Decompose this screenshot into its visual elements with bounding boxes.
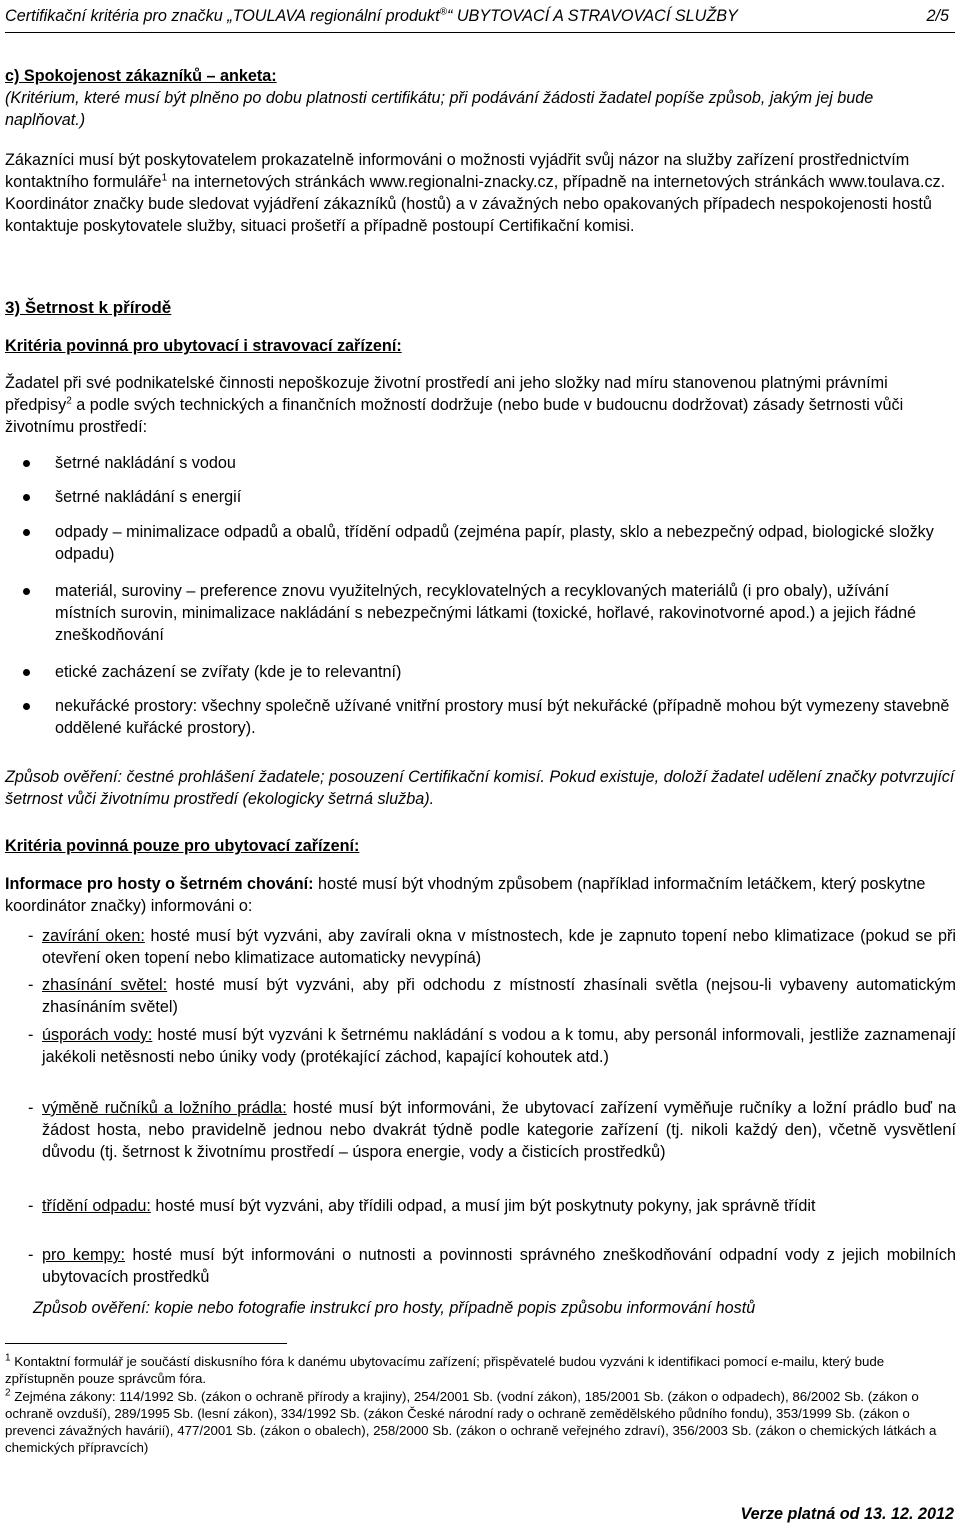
list-item: šetrné nakládání s vodou <box>55 452 950 474</box>
list-item: - zhasínání světel: hosté musí být vyzváni, aby při odchodu z místností zhasínali světla (nejsou-li vybaveny automatickým zhasínáním světel) <box>28 976 956 1016</box>
section-c-note: (Kritérium, které musí být plněno po dobu platnosti certifikátu; při podávání žádosti žadatel popíše způsob, jakým jej bude naplňovat.) <box>5 89 874 129</box>
bullet-icon <box>23 529 30 536</box>
list-item: nekuřácké prostory: všechny společně užívané vnitřní prostory musí být nekuřácké (případně mohou být vymezeny stavebně oddělené kuřácké prostory). <box>55 695 950 739</box>
version-footer: Verze platná od 13. 12. 2012 <box>740 1505 954 1523</box>
verification-note: Způsob ověření: čestné prohlášení žadatele; posouzení Certifikační komisí. Pokud existuje, doloží žadatel udělení značky potvrzující šetrnost vůči životnímu prostředí (ekologicky šetrná služba). <box>5 768 955 808</box>
page-header <box>5 2 955 28</box>
header-rule <box>5 32 955 33</box>
footnote-1: $^1$ Kontaktní formulář je součástí diskusního fóra k danému ubytovacímu zařízení; přispěvatelé budou vyzváni k identifikaci pomocí e-mailu, který bude zpřístupněn pouze správcům fóra. <box>5 1352 885 1386</box>
list-item: - pro kempy: hosté musí být informováni o nutnosti a povinnosti správného zneškodňování odpadní vody z jejich mobilních ubytovacích prostředků <box>28 1246 956 1286</box>
section-3-heading: 3) Šetrnost k přírodě <box>5 298 172 317</box>
list-item: odpady – minimalizace odpadů a obalů, třídění odpadů (zejména papír, plasty, sklo a nebezpečný odpad, biologické složky odpadu) <box>55 521 950 565</box>
list-item: - třídění odpadu: hosté musí být vyzváni, aby třídili odpad, a musí jim být poskytnuty pokyny, jak správně třídit <box>28 1197 816 1215</box>
criteria-heading: Kritéria povinná pro ubytovací i stravovací zařízení: <box>5 337 402 355</box>
verification-note-2: Způsob ověření: kopie nebo fotografie instrukcí pro hosty, případně popis způsobu informování hostů <box>33 1299 756 1317</box>
list-item: - úsporách vody: hosté musí být vyzváni k šetrnému nakládání s vodou a k tomu, aby personál informovali, jestliže zaznamenají jakékoli netěsnosti nebo úniky vody (protékající záchod, kapající kohoutek atd.) <box>28 1026 956 1066</box>
footnote-2: $^2$ Zejména zákony: 114/1992 Sb. (zákon o ochraně přírody a krajiny), 254/2001 Sb. (vodní zákon), 185/2001 Sb. (zákon o odpadech), 86/2002 Sb. (zákon o ochraně ovzduší), 289/1995 Sb. (lesní zákon), 334/1992 Sb. (zákon České národní rady o ochraně zemědělského půdního fondu), 353/1999 Sb. (zákon o prevenci závažných havárií), 477/2001 Sb. (zákon o obalech), 258/2000 Sb. (zákon o ochraně veřejného zdraví), 356/2003 Sb. (zákon o chemických látkách a chemických přípravcích) <box>5 1387 937 1455</box>
section-c-paragraph: Zákazníci musí být poskytovatelem prokazatelně informováni o možnosti vyjádřit svůj názor na služby zařízení prostřednictvím kontaktního formuláře$^1$ na internetových stránkách www.regionalni-znacky.cz, případně na internetových stránkách www.toulava.cz. Koordinátor značky bude sledovat vyjádření zákazníků (hostů) a v závažných nebo opakovaných případech nespokojenosti hostů kontaktuje poskytovatele služby, situaci prošetří a případně postoupí Certifikační komisi. <box>5 151 946 235</box>
bullet-icon <box>23 494 30 501</box>
list-item: - výměně ručníků a ložního prádla: hosté musí být informováni, že ubytovací zařízení vyměňuje ručníky a ložní prádlo buď na žádost hosta, nebo pravidelně jednou nebo dvakrát týdně podle kategorie zařízení (tj. nikoli každý den), včetně vysvětlení důvodu (tj. šetrnost k životnímu prostředí – úspora energie, vody a čisticích prostředků) <box>28 1099 956 1161</box>
list-item: materiál, suroviny – preference znovu využitelných, recyklovatelných a recyklovaných materiálů (i pro obaly), užívání místních surovin, minimalizace nakládání s nebezpečnými látkami (toxické, hořlavé, rakovinotvorné apod.) a jejich řádné zneškodňování <box>55 580 950 646</box>
section-c-heading: c) Spokojenost zákazníků – anketa: <box>5 67 277 85</box>
footnote-ref-1: 1 <box>161 172 168 184</box>
list-item: šetrné nakládání s energií <box>55 486 950 508</box>
list-item: - zavírání oken: hosté musí být vyzváni, aby zavírali okna v místnostech, kde je zapnuto topení nebo klimatizace (pokud se při otevření oken topení nebo klimatizace automaticky nevypíná) <box>28 927 956 967</box>
section-3-intro: Žadatel při své podnikatelské činnosti nepoškozuje životní prostředí ani jeho složky nad míru stanovenou platnými právními předpisy$^2$ a podle svých technických a finančních možností dodržuje (nebo bude v budoucnu dodržovat) zásady šetrnosti vůči životnímu prostředí: <box>5 374 904 436</box>
footnote-ref-2: 2 <box>66 395 72 407</box>
bullet-icon <box>23 703 30 710</box>
page-number: 2/5 <box>926 7 949 25</box>
footnote-rule <box>5 1343 287 1344</box>
guest-info-intro: Informace pro hosty o šetrném chování: hosté musí být vhodným způsobem (například informačním letáčkem, který poskytne koordinátor značky) informováni o: <box>5 875 926 915</box>
bullet-icon <box>23 669 30 676</box>
bullet-icon <box>23 588 30 595</box>
list-item: etické zacházení se zvířaty (kde je to relevantní) <box>55 661 950 683</box>
bullet-icon <box>23 460 30 467</box>
header-title: Certifikační kritéria pro značku „TOULAVA regionální produkt®“ UBYTOVACÍ A STRAVOVACÍ SLUŽBY <box>5 6 738 25</box>
accommodation-criteria-heading: Kritéria povinná pouze pro ubytovací zařízení: <box>5 837 360 855</box>
